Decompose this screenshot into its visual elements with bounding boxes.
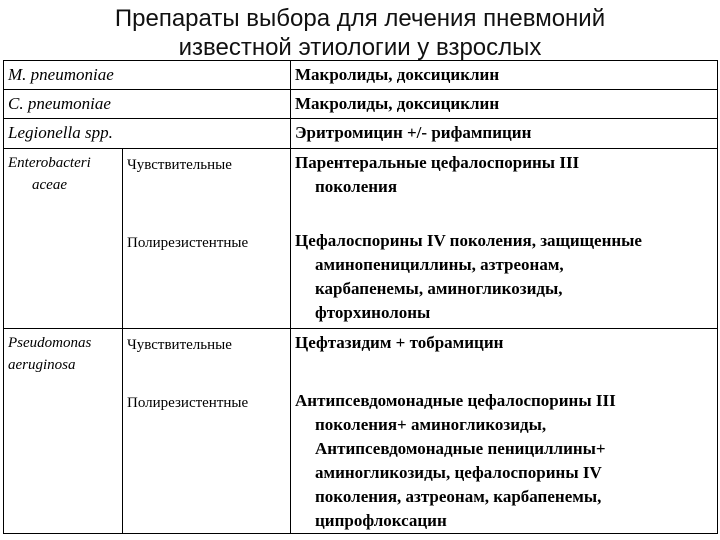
drug-cell (291, 149, 718, 227)
drug-line: ципрофлоксацин (315, 510, 447, 530)
organism-cell: M. pneumoniae (4, 61, 291, 90)
drug-line: Цефалоспорины IV поколения, защищенные (295, 230, 642, 250)
drug-line: поколения (315, 177, 398, 196)
treatment-table (3, 60, 718, 534)
drug-cell (291, 227, 718, 329)
table-row (4, 90, 718, 119)
organism-cell-enterobacteriaceae (4, 149, 123, 329)
drug-line: аминопенициллины, азтреонам, (315, 254, 564, 274)
title-line-2: известной этиологии у взрослых (178, 34, 542, 61)
organism-cell: C. pneumoniae (4, 90, 291, 119)
drug-cell (291, 387, 718, 534)
organism-cell-pseudomonas (4, 329, 123, 534)
organism-cell: Legionella spp. (4, 119, 291, 149)
page-title (0, 4, 720, 62)
table-row (4, 119, 718, 149)
organism-line: aceae (32, 177, 67, 193)
drug-cell: Макролиды, доксициклин (291, 90, 718, 119)
subgroup-cell: Полирезистентные (123, 387, 291, 534)
table-row (4, 149, 718, 227)
subgroup-cell: Чувствительные (123, 149, 291, 227)
subgroup-cell: Полирезистентные (123, 227, 291, 329)
drug-line: Антипсевдомонадные пенициллины+ (315, 438, 606, 458)
drug-line: Антипсевдомонадные цефалоспорины III (295, 390, 616, 410)
table-row (4, 329, 718, 387)
drug-line: карбапенемы, аминогликозиды, (315, 278, 563, 298)
drug-line: фторхинолоны (315, 302, 431, 322)
organism-line: Enterobacteri (8, 155, 91, 171)
drug-line: Парентеральные цефалоспорины III (295, 153, 580, 172)
title-line-1: Препараты выбора для лечения пневмоний (114, 5, 606, 32)
drug-line: аминогликозиды, цефалоспорины IV (315, 462, 602, 482)
drug-cell: Эритромицин +/- рифампицин (291, 119, 718, 149)
organism-line: Pseudomonas (8, 335, 92, 351)
drug-line: поколения, азтреонам, карбапенемы, (315, 486, 602, 506)
drug-cell: Макролиды, доксициклин (291, 61, 718, 90)
organism-line: aeruginosa (8, 357, 76, 373)
drug-cell: Цефтазидим + тобрамицин (291, 329, 718, 387)
drug-line: поколения+ аминогликозиды, (315, 414, 547, 434)
table-row (4, 61, 718, 90)
subgroup-cell: Чувствительные (123, 329, 291, 387)
